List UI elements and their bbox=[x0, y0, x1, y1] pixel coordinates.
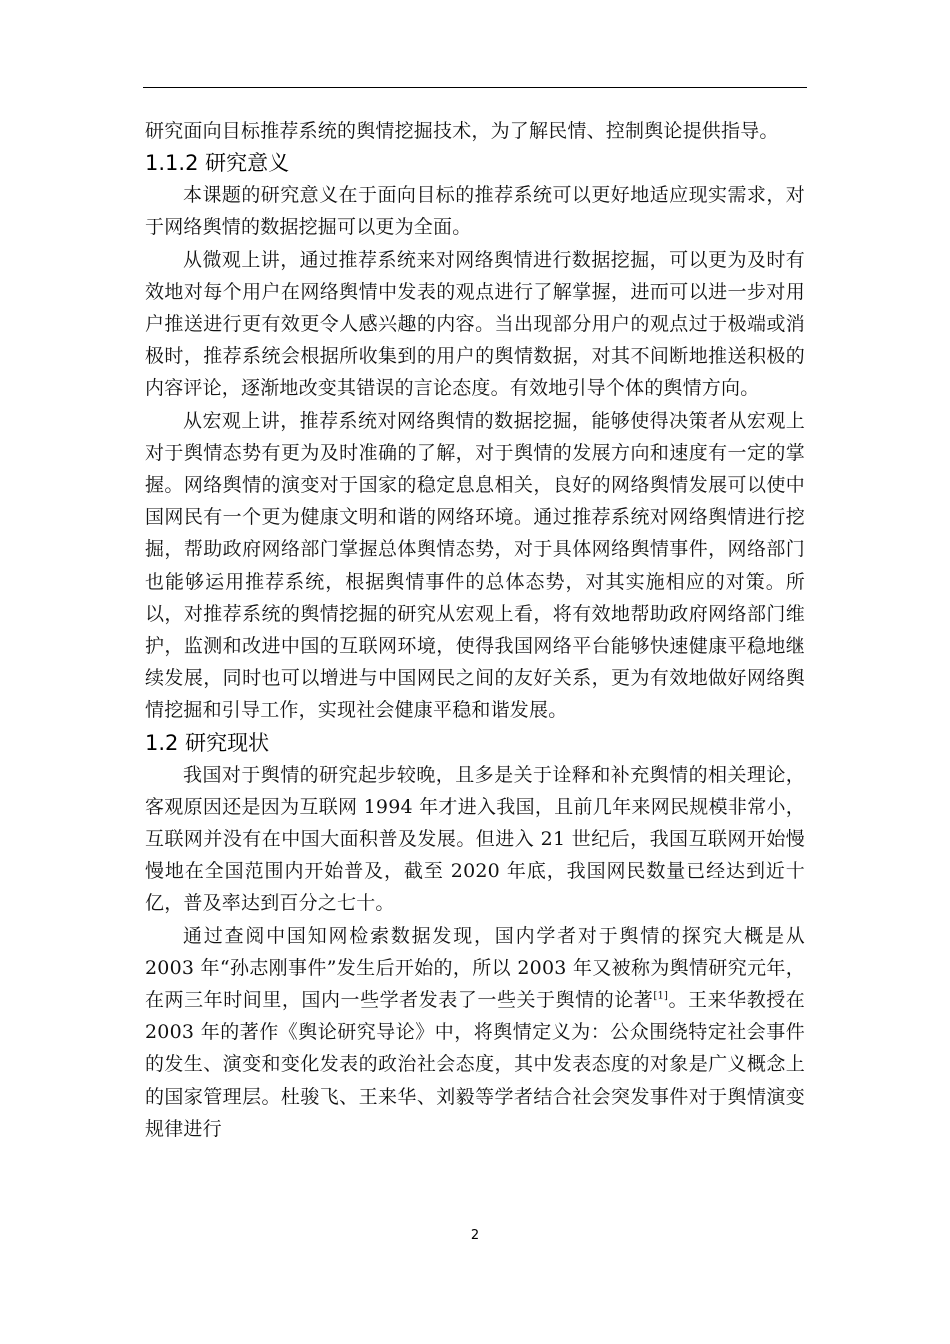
paragraph: 从微观上讲，通过推荐系统来对网络舆情进行数据挖掘，可以更为及时有效地对每个用户在网络舆情中发表的观点进行了解掌握，进而可以进一步对用户推送进行更有效更令人感兴趣的内容。当出现部分用户的观点过于极端或消极时，推荐系统会根据所收集到的用户的舆情数据，对其不间断地推送积极的内容评论，逐渐地改变其错误的言论态度。有效地引导个体的舆情方向。 bbox=[145, 248, 805, 400]
paragraph bbox=[145, 920, 805, 1145]
paragraph: 我国对于舆情的研究起步较晚，且多是关于诠释和补充舆情的相关理论，客观原因还是因为互联网 1994 年才进入我国，且前几年来网民规模非常小，互联网并没有在中国大面积普及发展。但进入 21 世纪后，我国互联网开始慢慢地在全国范围内开始普及，截至 2020 年底，我国网民数量已经达到近十亿，普及率达到百分之七十。 bbox=[145, 763, 805, 915]
section-heading-1-2: 1.2 研究现状 bbox=[145, 730, 270, 755]
header-rule bbox=[143, 87, 807, 88]
paragraph-text: 通过查阅中国知网检索数据发现，国内学者对于舆情的探究大概是从 2003 年“孙志刚事件”发生后开始的，所以 2003 年又被称为舆情研究元年，在两三年时间里，国内一些学者发表了一些关于舆情的论著 bbox=[145, 924, 805, 1012]
page-number: 2 bbox=[470, 1228, 480, 1243]
paragraph-text: 。王来华教授在 2003 年的著作《舆论研究导论》中，将舆情定义为：公众围绕特定社会事件的发生、演变和变化发表的政治社会态度，其中发表态度的对象是广义概念上的国家管理层。杜骏飞、王来华、刘毅等学者结合社会突发事件对于舆情演变规律进行 bbox=[145, 989, 806, 1140]
continuation-paragraph: 研究面向目标推荐系统的舆情挖掘技术，为了解民情、控制舆论提供指导。 bbox=[145, 120, 779, 142]
page-body bbox=[145, 115, 805, 1145]
paragraph: 从宏观上讲，推荐系统对网络舆情的数据挖掘，能够使得决策者从宏观上对于舆情态势有更为及时准确的了解，对于舆情的发展方向和速度有一定的掌握。网络舆情的演变对于国家的稳定息息相关，良好的网络舆情发展可以使中国网民有一个更为健康文明和谐的网络环境。通过推荐系统对网络舆情进行挖掘，帮助政府网络部门掌握总体舆情态势，对于具体网络舆情事件，网络部门也能够运用推荐系统，根据舆情事件的总体态势，对其实施相应的对策。所以，对推荐系统的舆情挖掘的研究从宏观上看，将有效地帮助政府网络部门维护，监测和改进中国的互联网环境，使得我国网络平台能够快速健康平稳地继续发展，同时也可以增进与中国网民之间的友好关系，更为有效地做好网络舆情挖掘和引导工作，实现社会健康平稳和谐发展。 bbox=[145, 409, 805, 722]
citation-reference[interactable]: [1] bbox=[653, 990, 669, 1002]
paragraph: 本课题的研究意义在于面向目标的推荐系统可以更好地适应现实需求，对于网络舆情的数据挖掘可以更为全面。 bbox=[145, 184, 805, 239]
section-heading-1-1-2: 1.1.2 研究意义 bbox=[145, 151, 290, 176]
